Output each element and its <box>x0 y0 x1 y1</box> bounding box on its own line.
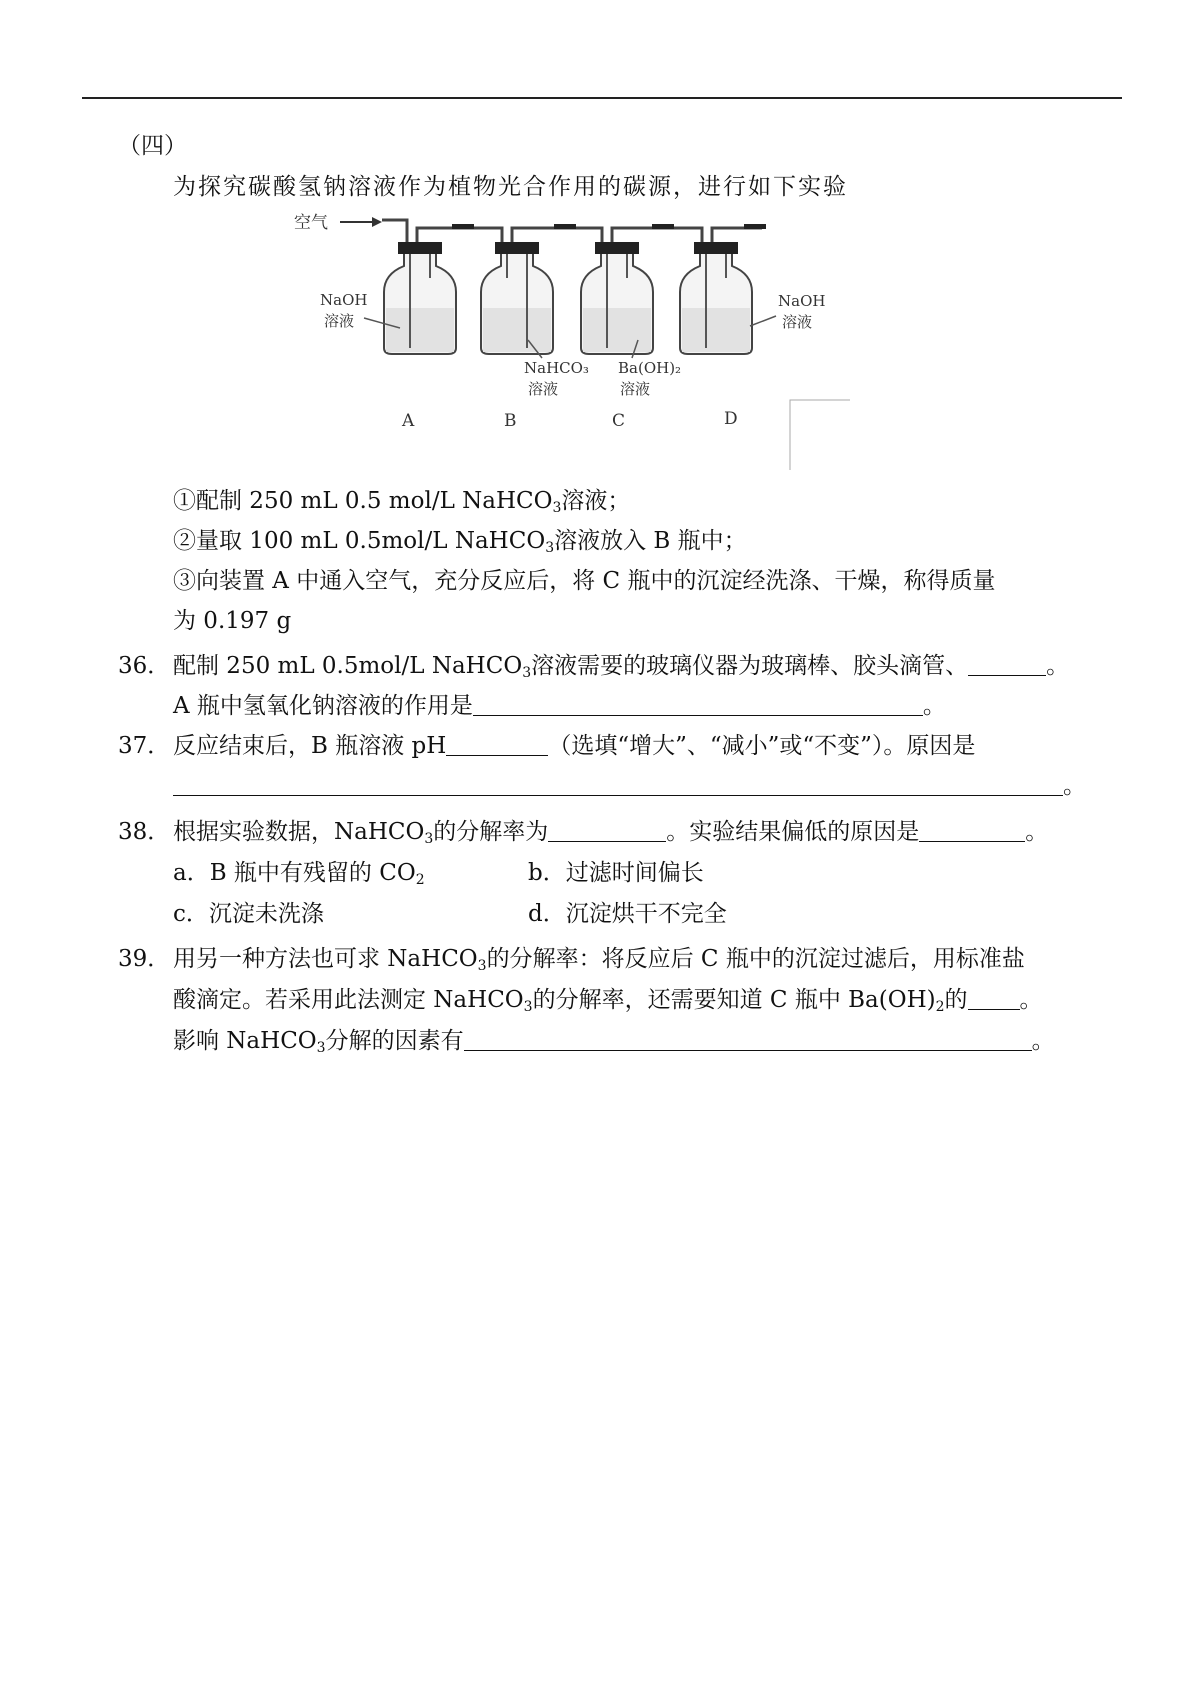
bottle-a <box>384 242 456 354</box>
label-d-line2: 溶液 <box>782 313 813 331</box>
tube-joint <box>744 224 766 229</box>
question-36-line2: A 瓶中氢氧化钠溶液的作用是 。 <box>173 693 946 719</box>
label-c-line1: Ba(OH)₂ <box>618 359 682 377</box>
label-a-line2: 溶液 <box>324 312 355 330</box>
answer-blank[interactable] <box>464 1028 1032 1051</box>
bottle-b <box>481 242 553 354</box>
section-label: （四） <box>118 133 187 159</box>
step-1: ①配制 250 mL 0.5 mol/L NaHCO$_3$溶液； <box>173 488 631 516</box>
label-b-line1: NaHCO₃ <box>524 359 589 377</box>
frame-corner <box>790 400 850 470</box>
tube-joint <box>652 224 674 229</box>
step-3-cont: 为 0.197 g <box>173 608 292 634</box>
answer-blank[interactable] <box>968 987 1020 1010</box>
air-label: 空气 <box>294 213 328 233</box>
option-a: a．B 瓶中有残留的 $CO_2$ <box>173 860 425 888</box>
question-39-line3: 影响 NaHCO$_3$分解的因素有 。 <box>173 1028 1055 1056</box>
question-39: 39． 用另一种方法也可求 NaHCO$_3$的分解率：将反应后 C 瓶中的沉淀过滤后，用标准盐 <box>118 946 1025 974</box>
question-37: 37． 反应结束后，B 瓶溶液 pH （选填“增大”、“减小”或“不变”）。原因是 <box>118 733 976 759</box>
bottle-d <box>680 242 752 354</box>
step-2: ②量取 100 mL 0.5mol/L NaHCO$_3$溶液放入 B 瓶中； <box>173 528 747 556</box>
apparatus-diagram <box>292 208 932 470</box>
bottle-c <box>581 242 653 354</box>
answer-blank[interactable] <box>446 733 548 756</box>
top-rule <box>82 97 1122 99</box>
answer-blank[interactable] <box>548 819 666 842</box>
air-arrow-head <box>372 217 382 227</box>
answer-blank[interactable] <box>968 653 1046 676</box>
answer-blank[interactable] <box>473 693 923 716</box>
question-39-line2: 酸滴定。若采用此法测定 NaHCO$_3$的分解率，还需要知道 C 瓶中 $Ba(OH)_2$的 。 <box>173 987 1043 1015</box>
intro-text: 为探究碳酸氢钠溶液作为植物光合作用的碳源，进行如下实验 <box>173 174 848 200</box>
label-d-line1: NaOH <box>778 292 826 310</box>
question-36: 36． 配制 250 mL 0.5mol/L NaHCO$_3$溶液需要的玻璃仪器为玻璃棒、胶头滴管、 。 <box>118 653 1070 681</box>
label-a-line1: NaOH <box>320 291 368 309</box>
option-d: d．沉淀烘干不完全 <box>528 901 727 927</box>
bottle-label-d: D <box>724 409 738 429</box>
question-38: 38． 根据实验数据，NaHCO$_3$的分解率为 。实验结果偏低的原因是 。 <box>118 819 1049 847</box>
tube-joint <box>554 224 576 229</box>
option-c: c．沉淀未洗涤 <box>173 901 324 927</box>
step-3: ③向装置 A 中通入空气，充分反应后，将 C 瓶中的沉淀经洗涤、干燥，称得质量 <box>173 568 996 594</box>
option-b: b．过滤时间偏长 <box>528 860 704 886</box>
label-d-pointer <box>750 316 776 326</box>
answer-blank[interactable] <box>919 819 1025 842</box>
question-37-line2: 。 <box>173 771 1086 801</box>
answer-blank[interactable] <box>173 773 1063 796</box>
bottle-label-a: A <box>402 411 415 431</box>
label-c-line2: 溶液 <box>620 380 651 398</box>
bottle-label-c: C <box>612 411 626 431</box>
label-b-line2: 溶液 <box>528 380 559 398</box>
bottle-label-b: B <box>504 411 517 431</box>
tube-joint <box>452 224 474 229</box>
